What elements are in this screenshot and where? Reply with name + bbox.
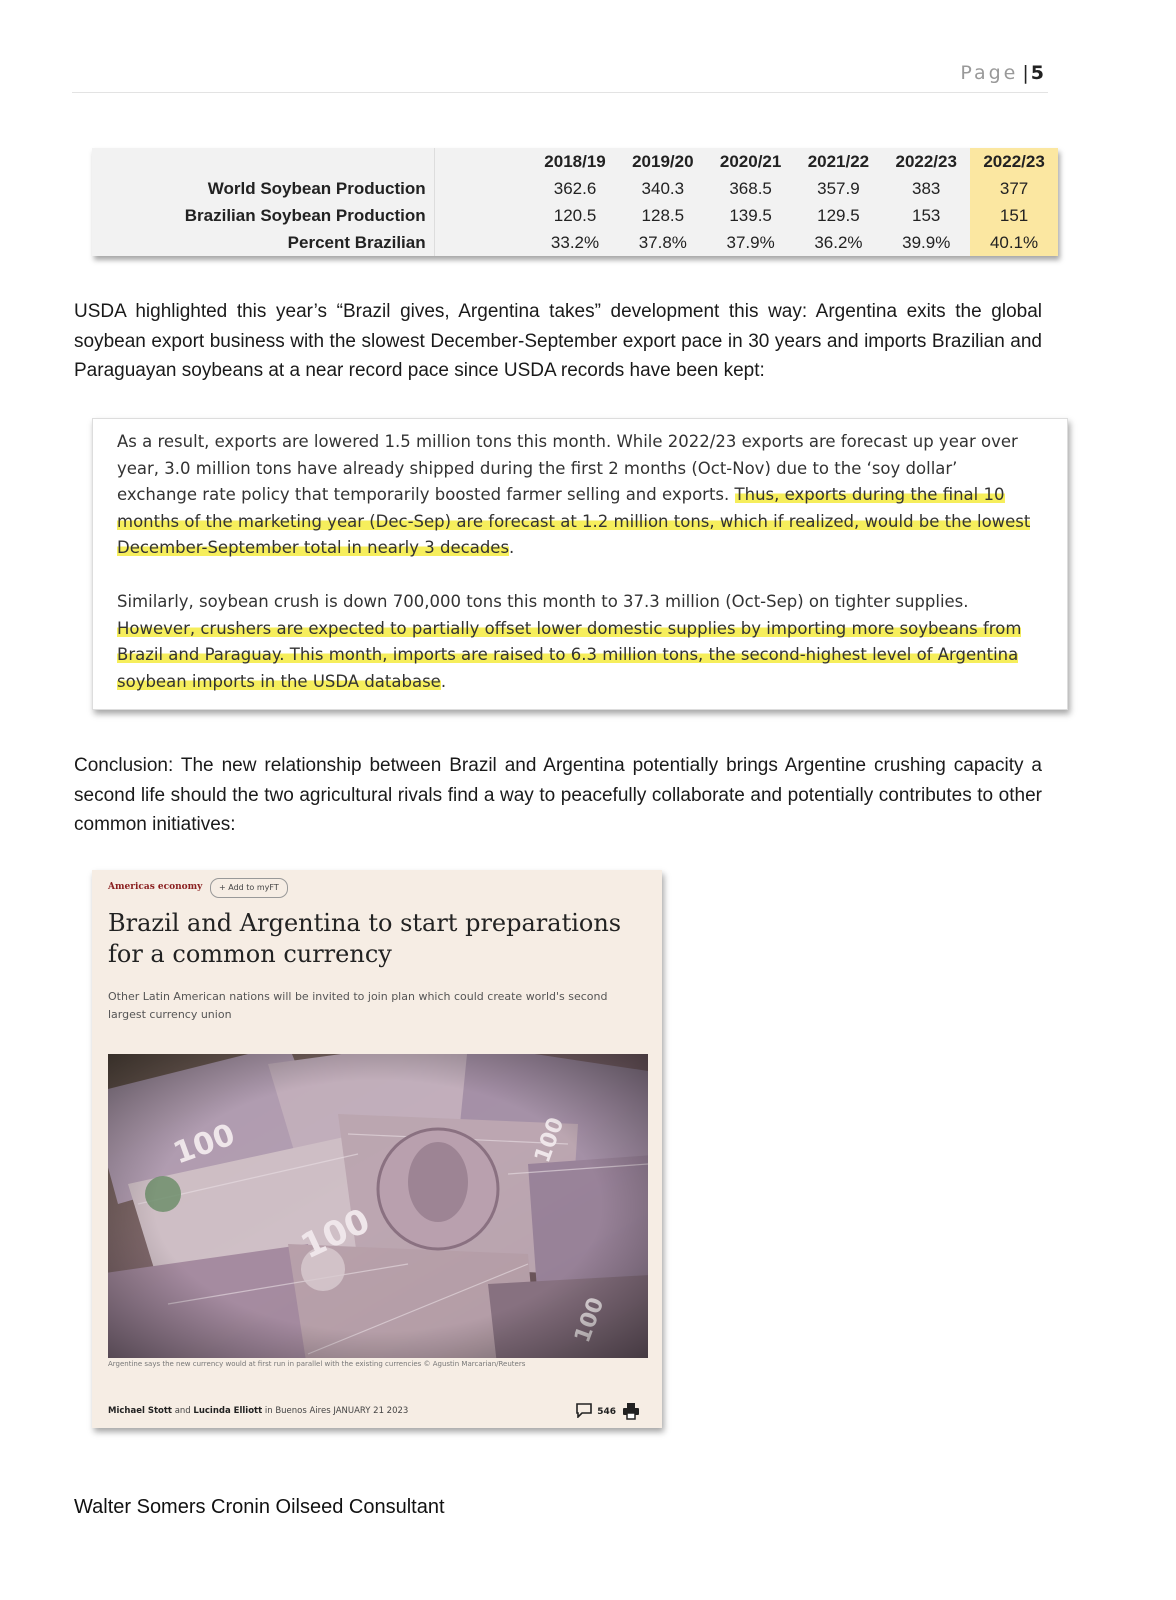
table-cell-highlighted: 151 — [970, 202, 1058, 229]
highlighted-text: Thus, exports during the final 10 months of the marketing year (Dec-Sep) are forecast at 1.2 million tons, which if realized, would be the lowest December-September total in nearly 3 decades — [117, 485, 1031, 557]
usda-quote-box — [92, 418, 1068, 710]
comments-link[interactable] — [575, 1402, 616, 1421]
footer-author: Walter Somers Cronin Oilseed Consultant — [74, 1496, 445, 1518]
table-cell-highlighted: 377 — [970, 175, 1058, 202]
table-cell: 153 — [912, 205, 941, 225]
quote-text: Similarly, soybean crush is down 700,000 tons this month to 37.3 million (Oct-Sep) on tighter supplies. — [117, 592, 969, 611]
comments-count: 546 — [597, 1406, 616, 1417]
byline-and: and — [174, 1406, 191, 1416]
table-cell: 120.5 — [553, 205, 597, 225]
byline-place: in Buenos Aires — [264, 1406, 331, 1416]
news-article-clipping — [92, 870, 662, 1428]
page-word: Page — [960, 62, 1019, 84]
author-name: Michael Stott — [108, 1406, 172, 1416]
table-cell: 39.9% — [902, 232, 951, 252]
article-section: Americas economy — [108, 882, 203, 892]
column-header: 2022/23 — [895, 151, 957, 171]
table-cell: 340.3 — [641, 178, 685, 198]
page-header — [72, 58, 1048, 93]
soybean-production-table — [92, 148, 1058, 256]
column-header: 2018/19 — [544, 151, 606, 171]
column-header: 2021/22 — [807, 151, 870, 171]
table-cell: 36.2% — [814, 232, 863, 252]
row-label: Brazilian Soybean Production — [184, 205, 426, 225]
column-header: 2019/20 — [632, 151, 694, 171]
page-number-value: 5 — [1030, 62, 1044, 84]
conclusion-paragraph: Conclusion: The new relationship between Brazil and Argentina potentially brings Argentine crushing capacity a second life should the two agricultural rivals find a way to peacefully collaborate and potentially contributes to other common initiatives: — [74, 755, 1042, 835]
highlighted-text: However, crushers are expected to partially offset lower domestic supplies by importing more soybeans from Brazil and Paraguay. This month, imports are raised to 6.3 million tons, the second-highest level of Argentina soybean imports in the USDA database — [117, 618, 1022, 691]
table-row — [92, 175, 1058, 202]
comment-icon — [575, 1402, 593, 1421]
quote-paragraph-1 — [117, 429, 1037, 562]
quote-text-end: . — [440, 671, 447, 691]
banknotes-photo — [108, 1054, 648, 1358]
quote-text-end: . — [509, 538, 515, 557]
column-header-highlighted: 2022/23 — [970, 148, 1058, 175]
byline-date: JANUARY 21 2023 — [333, 1406, 409, 1416]
author-name-2: Lucinda Elliott — [193, 1406, 263, 1416]
table-cell: 383 — [912, 178, 941, 198]
table-cell-highlighted: 40.1% — [970, 229, 1058, 256]
page-number — [960, 62, 1044, 84]
table-cell: 139.5 — [729, 205, 772, 225]
page-separator: | — [1022, 62, 1029, 84]
table-cell: 128.5 — [641, 205, 685, 225]
row-label: World Soybean Production — [207, 178, 426, 198]
table-cell: 129.5 — [817, 205, 860, 225]
table-cell: 37.8% — [638, 232, 687, 252]
article-byline — [108, 1406, 408, 1416]
intro-paragraph: USDA highlighted this year’s “Brazil gives, Argentina takes” development this way: Argentina exits the global soybean export business with the slowest December-September export pace in 30 years and imports Brazilian and Paraguayan soybeans at a near record pace since USDA records have been kept: — [74, 301, 1042, 381]
row-label: Percent Brazilian — [287, 232, 426, 252]
article-headline: Brazil and Argentina to start preparations for a common currency — [108, 909, 622, 968]
table-row — [92, 229, 1058, 256]
table-cell: 33.2% — [550, 232, 600, 252]
add-to-myft-button[interactable]: + Add to myFT — [210, 878, 288, 898]
table-cell: 357.9 — [817, 178, 860, 198]
column-header: 2020/21 — [719, 151, 782, 171]
quote-paragraph-2 — [117, 589, 1037, 695]
quote-text: As a result, exports are lowered 1.5 million tons this month. While 2022/23 exports are forecast up year over year, 3.0 million tons have already shipped during the first 2 months (Oct-Nov) due to the ‘soy dollar’ exchange rate policy that temporarily boosted farmer selling and exports. — [117, 432, 1018, 504]
article-standfirst: Other Latin American nations will be invited to join plan which could create world's second largest currency union — [108, 990, 608, 1021]
table-header-row — [92, 148, 1058, 175]
table-cell: 368.5 — [729, 178, 772, 198]
print-icon[interactable] — [622, 1402, 640, 1424]
table-row — [92, 202, 1058, 229]
table-cell: 37.9% — [726, 232, 775, 252]
table-cell: 362.6 — [553, 178, 597, 198]
photo-caption: Argentine says the new currency would at first run in parallel with the existing currencies © Agustin Marcarian/Reuters — [108, 1360, 526, 1368]
